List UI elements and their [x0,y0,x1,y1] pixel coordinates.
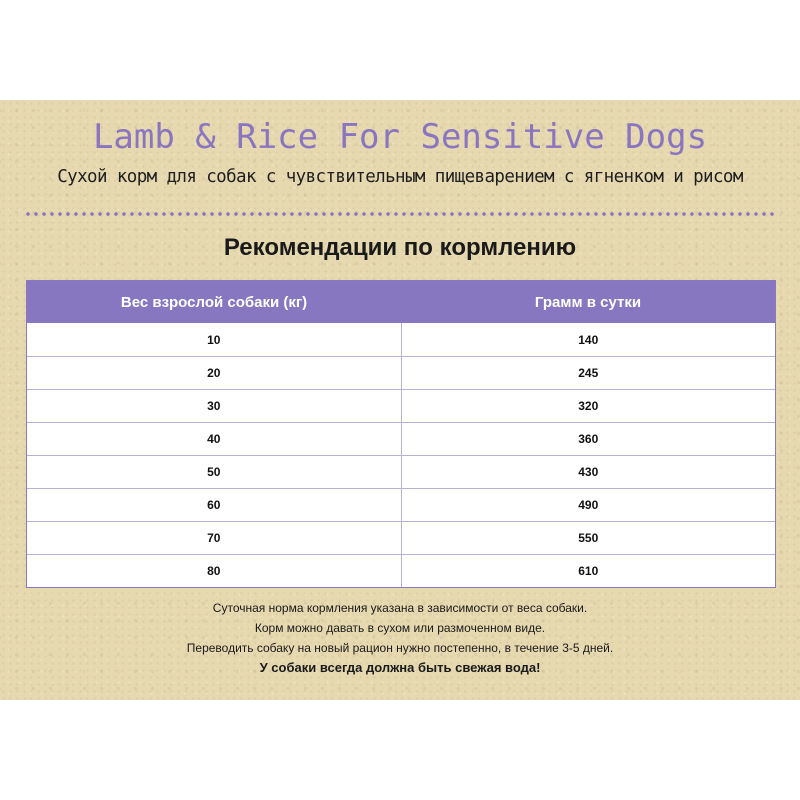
grams-cell: 360 [401,423,776,455]
section-heading: Рекомендации по кормлению [223,234,577,261]
note-line: Корм можно давать в сухом или размоченном виде. [254,621,546,635]
table-row [27,455,775,488]
note-emphasis: У собаки всегда должна быть свежая вода! [259,660,541,675]
grams-cell: 320 [401,390,776,422]
table-body [27,323,775,587]
weight-cell: 70 [207,531,221,545]
weight-cell: 80 [207,564,221,578]
grams-cell: 245 [401,357,776,389]
product-title: Lamb & Rice For Sensitive Dogs [92,117,708,157]
table-row [27,422,775,455]
weight-cell: 20 [207,366,221,380]
table-header [27,281,775,323]
weight-cell: 10 [207,332,221,347]
weight-cell: 50 [207,465,221,479]
feeding-table [26,280,776,588]
table-row [27,323,775,356]
note-line: Суточная норма кормления указана в зависимости от веса собаки. [212,601,588,615]
table-row [27,389,775,422]
grams-cell: 550 [401,522,776,554]
dotted-divider [24,211,776,217]
grams-cell: 430 [401,456,776,488]
table-row [27,521,775,554]
weight-cell: 40 [207,432,221,446]
table-row [27,356,775,389]
weight-cell: 30 [207,399,221,413]
header-grams: Грамм в сутки [534,293,642,311]
note-line: Переводить собаку на новый рацион нужно постепенно, в течение 3-5 дней. [186,641,614,655]
header-weight: Вес взрослой собаки (кг) [120,293,308,311]
weight-cell: 60 [207,498,221,512]
table-row [27,488,775,521]
table-row [27,554,775,587]
grams-cell: 610 [401,555,776,587]
grams-cell: 140 [401,323,776,356]
grams-cell: 490 [401,489,776,521]
feeding-notes [0,598,800,678]
product-subtitle: Сухой корм для собак с чувствительным пищеварением с ягненком и рисом [57,167,743,187]
